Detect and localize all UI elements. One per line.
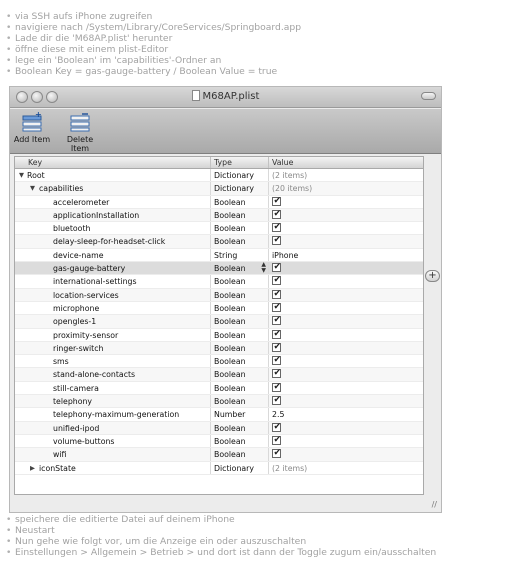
row-type: Boolean: [211, 342, 269, 354]
instructions-top: [6, 11, 301, 77]
row-type: Boolean: [211, 315, 269, 327]
row-key: proximity-sensor: [53, 330, 119, 340]
checkbox-checked[interactable]: [272, 449, 281, 458]
instruction-item: • Neustart: [6, 525, 436, 536]
checkbox-checked[interactable]: [272, 197, 281, 206]
row-key: wifi: [53, 450, 67, 460]
window-title: [10, 90, 441, 102]
delete-item-button[interactable]: [58, 111, 102, 153]
row-value: (2 items): [272, 463, 308, 473]
checkbox-checked[interactable]: [272, 330, 281, 339]
checkbox-checked[interactable]: [272, 436, 281, 445]
row-type: Boolean: [211, 222, 269, 234]
toolbar-toggle-button[interactable]: [421, 92, 436, 100]
row-key: capabilities: [39, 184, 84, 194]
row-key: telephony-maximum-generation: [53, 410, 180, 420]
disclosure-open-icon[interactable]: ▼: [19, 171, 24, 179]
checkbox-checked[interactable]: [272, 396, 281, 405]
row-key: location-services: [53, 290, 119, 300]
row-key: volume-buttons: [53, 436, 115, 446]
row-type: Boolean: [211, 382, 269, 394]
row-key: iconState: [39, 463, 76, 473]
row-value: (20 items): [272, 184, 313, 194]
row-key: ringer-switch: [53, 343, 104, 353]
checkbox-checked[interactable]: [272, 369, 281, 378]
table-row[interactable]: [15, 315, 423, 328]
checkbox-checked[interactable]: [272, 343, 281, 352]
checkbox-checked[interactable]: [272, 236, 281, 245]
document-icon: [192, 90, 200, 101]
table-row[interactable]: [15, 329, 423, 342]
checkbox-checked[interactable]: [272, 316, 281, 325]
table-row[interactable]: [15, 196, 423, 209]
row-value: (2 items): [272, 171, 308, 180]
row-key: applicationInstallation: [53, 210, 140, 220]
row-type: Boolean: [211, 355, 269, 367]
row-type: Boolean: [211, 196, 269, 208]
row-type: Boolean: [211, 289, 269, 301]
table-body: [15, 169, 423, 475]
delete-item-label: Delete Item: [66, 135, 94, 153]
instruction-item: • via SSH aufs iPhone zugreifen: [6, 11, 301, 22]
table-row[interactable]: [15, 289, 423, 302]
resize-grip-icon[interactable]: //: [431, 500, 437, 509]
row-key: Root: [27, 171, 45, 180]
plist-editor-window: [9, 86, 442, 513]
table-row[interactable]: [15, 422, 423, 435]
plist-table: [14, 156, 424, 495]
row-type: Boolean: [211, 368, 269, 380]
title-bar[interactable]: [10, 87, 441, 108]
row-type: Dictionary: [211, 462, 269, 474]
row-type: Boolean: [211, 422, 269, 434]
table-row[interactable]: [15, 355, 423, 368]
window-title-text: M68AP.plist: [202, 91, 260, 102]
disclosure-open-icon[interactable]: ▼: [30, 184, 35, 193]
table-header: [15, 157, 423, 169]
row-type: Boolean: [211, 275, 269, 287]
disclosure-closed-icon[interactable]: ▶: [30, 463, 35, 472]
row-type: Number: [211, 408, 269, 420]
table-row[interactable]: [15, 222, 423, 235]
table-row[interactable]: [15, 209, 423, 222]
row-type: Boolean: [214, 264, 246, 274]
instruction-item: • Boolean Key = gas-gauge-battery / Boolean Value = true: [6, 66, 301, 77]
row-type: Boolean: [211, 395, 269, 407]
table-row-selected[interactable]: [15, 262, 423, 275]
row-type: Dictionary: [211, 182, 269, 194]
table-row[interactable]: [15, 275, 423, 288]
row-key: bluetooth: [53, 224, 91, 234]
toolbar: [10, 109, 441, 154]
row-type: String: [211, 249, 269, 261]
add-item-icon: [21, 111, 43, 133]
row-key: still-camera: [53, 383, 99, 393]
checkbox-checked[interactable]: [272, 290, 281, 299]
table-row[interactable]: [15, 182, 423, 195]
row-key: unified-ipod: [53, 423, 100, 433]
value-column-header[interactable]: Value: [272, 158, 294, 167]
row-key: gas-gauge-battery: [53, 264, 126, 274]
row-type: Boolean: [211, 302, 269, 314]
row-type: Boolean: [211, 329, 269, 341]
row-key: delay-sleep-for-headset-click: [53, 237, 166, 247]
instructions-bottom: [6, 514, 436, 558]
instruction-item: • speichere die editierte Datei auf deinem iPhone: [6, 514, 436, 525]
table-row[interactable]: [15, 408, 423, 421]
checkbox-checked[interactable]: [272, 423, 281, 432]
instruction-item: • Nun gehe wie folgt vor, um die Anzeige ein oder auszuschalten: [6, 536, 436, 547]
key-column-header[interactable]: Key: [15, 157, 211, 168]
table-row[interactable]: [15, 368, 423, 381]
table-row[interactable]: [15, 462, 423, 475]
row-type: Boolean: [211, 209, 269, 221]
add-item-label: Add Item: [13, 135, 51, 144]
add-item-button[interactable]: [12, 111, 52, 144]
row-value: 2.5: [272, 410, 285, 420]
table-row[interactable]: [15, 448, 423, 461]
checkbox-checked[interactable]: [272, 383, 281, 392]
row-type: Dictionary: [211, 169, 269, 181]
checkbox-checked[interactable]: [272, 303, 281, 312]
row-key: accelerometer: [53, 197, 110, 207]
row-type: Boolean: [211, 435, 269, 447]
instruction-item: • Lade dir die 'M68AP.plist' herunter: [6, 33, 301, 44]
checkbox-checked[interactable]: [272, 356, 281, 365]
svg-text:+: +: [35, 111, 42, 119]
table-row[interactable]: [15, 249, 423, 262]
checkbox-checked[interactable]: [272, 263, 281, 272]
table-row[interactable]: [15, 382, 423, 395]
row-key: device-name: [53, 250, 104, 260]
delete-item-icon: [69, 111, 91, 133]
type-popup-arrows-icon[interactable]: ▲ ▼: [261, 261, 266, 275]
checkbox-checked[interactable]: [272, 276, 281, 285]
row-key: telephony: [53, 397, 93, 407]
row-key: sms: [53, 357, 69, 367]
row-key: stand-alone-contacts: [53, 370, 136, 380]
table-row[interactable]: [15, 395, 423, 408]
row-key: international-settings: [53, 277, 137, 287]
table-row[interactable]: [15, 342, 423, 355]
table-row[interactable]: [15, 169, 423, 182]
type-column-header[interactable]: Type: [211, 157, 269, 168]
row-type: Boolean: [211, 235, 269, 247]
instruction-item: • lege ein 'Boolean' im 'capabilities'-Ordner an: [6, 55, 301, 66]
add-sibling-button[interactable]: +: [425, 270, 440, 282]
table-row[interactable]: [15, 302, 423, 315]
row-value: iPhone: [272, 250, 299, 260]
table-row[interactable]: [15, 435, 423, 448]
instruction-item: • Einstellungen > Allgemein > Betrieb > und dort ist dann der Toggle zugum ein/ausschalten: [6, 547, 436, 558]
instruction-item: • navigiere nach /System/Library/CoreServices/Springboard.app: [6, 22, 301, 33]
checkbox-checked[interactable]: [272, 210, 281, 219]
row-key: microphone: [53, 303, 100, 313]
row-key: opengles-1: [53, 317, 97, 327]
row-type: Boolean: [211, 448, 269, 460]
instruction-item: • öffne diese mit einem plist-Editor: [6, 44, 301, 55]
checkbox-checked[interactable]: [272, 223, 281, 232]
table-row[interactable]: [15, 235, 423, 248]
